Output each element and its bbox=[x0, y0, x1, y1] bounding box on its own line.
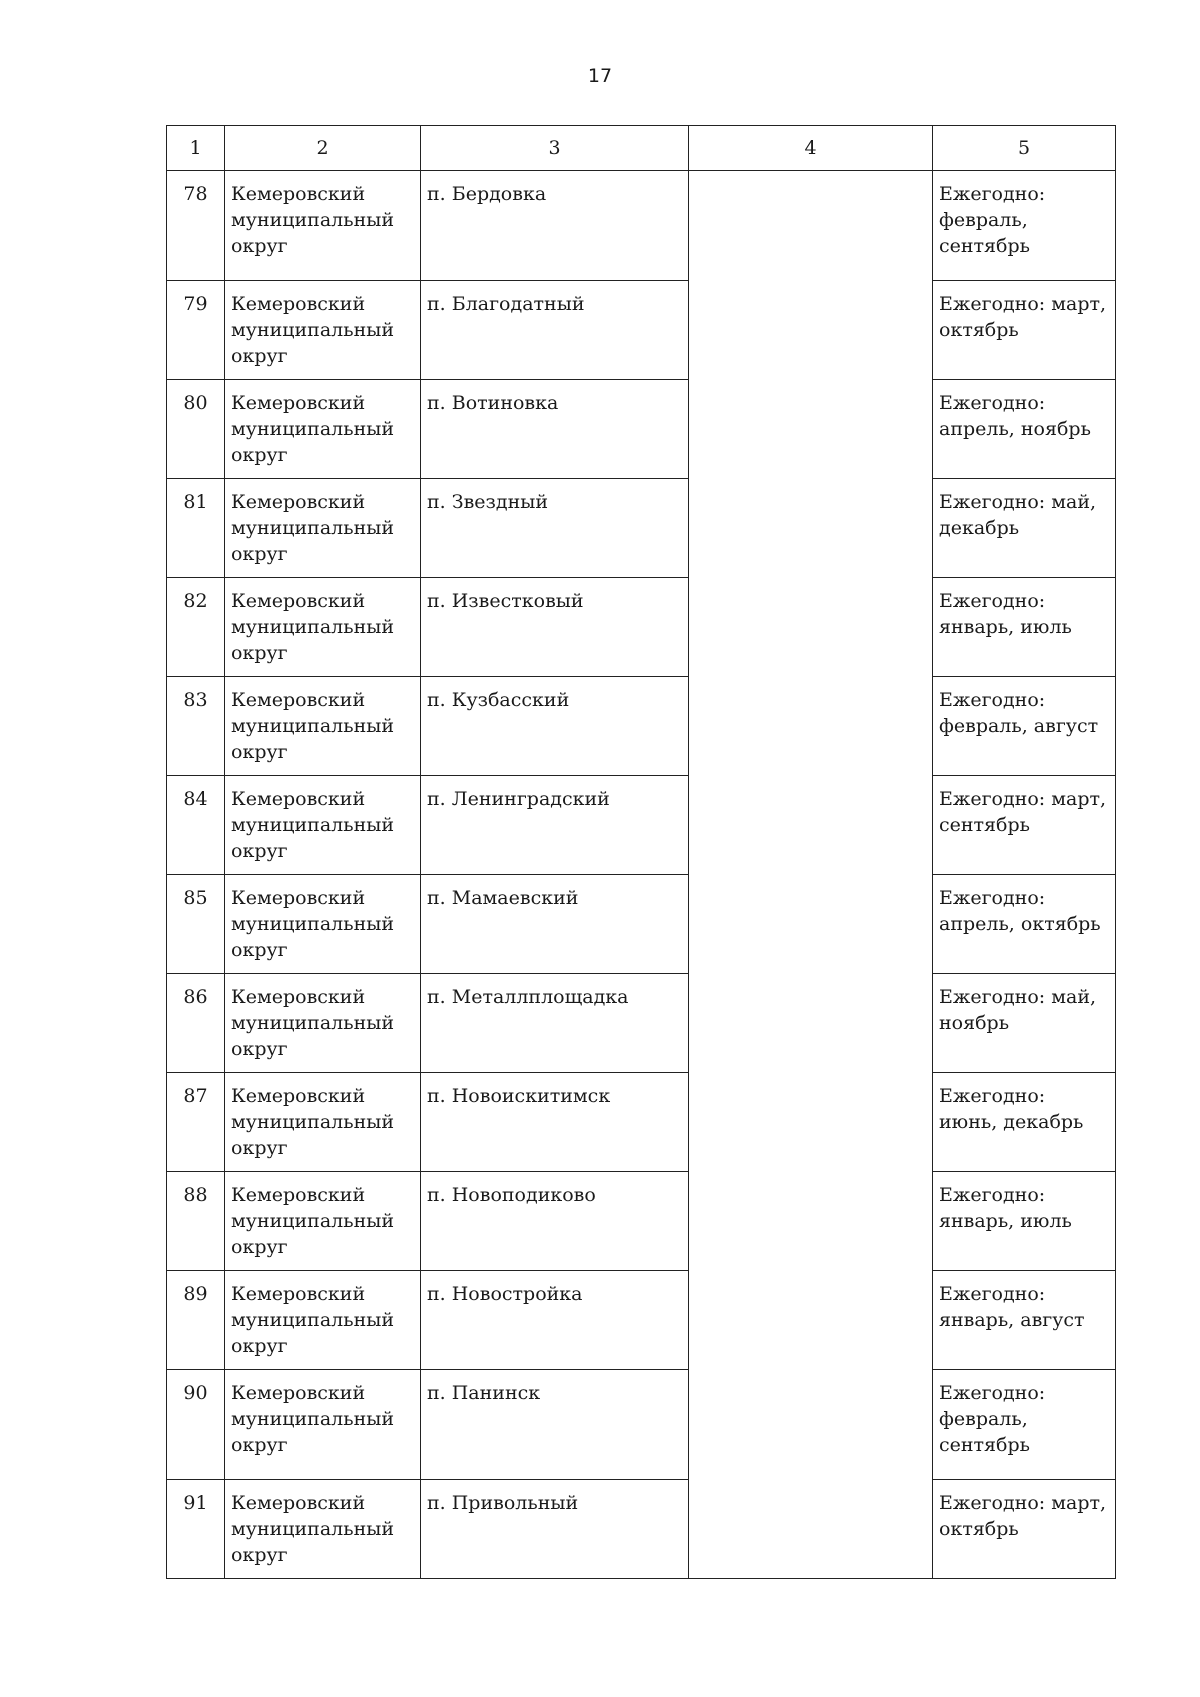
merged-column-4-cell bbox=[689, 171, 933, 1579]
table-row bbox=[167, 1172, 1116, 1271]
district-cell: Кемеровский муниципальный округ bbox=[225, 281, 421, 380]
district-cell: Кемеровский муниципальный округ bbox=[225, 1271, 421, 1370]
table-row bbox=[167, 1073, 1116, 1172]
settlement-cell: п. Ленинградский bbox=[421, 776, 689, 875]
district-cell: Кемеровский муниципальный округ bbox=[225, 1073, 421, 1172]
table-row bbox=[167, 1480, 1116, 1579]
period-cell: Ежегодно: март, сентябрь bbox=[933, 776, 1116, 875]
row-number-cell: 85 bbox=[167, 875, 225, 974]
header-row bbox=[167, 126, 1116, 171]
period-cell: Ежегодно: январь, июль bbox=[933, 578, 1116, 677]
period-cell: Ежегодно: апрель, ноябрь bbox=[933, 380, 1116, 479]
period-cell: Ежегодно: февраль, сентябрь bbox=[933, 171, 1116, 281]
table-row bbox=[167, 578, 1116, 677]
table-row bbox=[167, 171, 1116, 281]
period-cell: Ежегодно: март, октябрь bbox=[933, 1480, 1116, 1579]
row-number-cell: 87 bbox=[167, 1073, 225, 1172]
period-cell: Ежегодно: январь, август bbox=[933, 1271, 1116, 1370]
settlement-cell: п. Мамаевский bbox=[421, 875, 689, 974]
district-cell: Кемеровский муниципальный округ bbox=[225, 1370, 421, 1480]
settlement-cell: п. Металлплощадка bbox=[421, 974, 689, 1073]
table-row bbox=[167, 875, 1116, 974]
row-number-cell: 81 bbox=[167, 479, 225, 578]
district-cell: Кемеровский муниципальный округ bbox=[225, 578, 421, 677]
header-cell-col-3: 3 bbox=[421, 126, 689, 171]
district-cell: Кемеровский муниципальный округ bbox=[225, 875, 421, 974]
settlement-cell: п. Известковый bbox=[421, 578, 689, 677]
period-cell: Ежегодно: апрель, октябрь bbox=[933, 875, 1116, 974]
table-row bbox=[167, 1370, 1116, 1480]
district-cell: Кемеровский муниципальный округ bbox=[225, 1172, 421, 1271]
row-number-cell: 83 bbox=[167, 677, 225, 776]
settlement-cell: п. Новоподиково bbox=[421, 1172, 689, 1271]
district-cell: Кемеровский муниципальный округ bbox=[225, 479, 421, 578]
row-number-cell: 82 bbox=[167, 578, 225, 677]
period-cell: Ежегодно: февраль, сентябрь bbox=[933, 1370, 1116, 1480]
settlement-cell: п. Новоискитимск bbox=[421, 1073, 689, 1172]
district-cell: Кемеровский муниципальный округ bbox=[225, 1480, 421, 1579]
row-number-cell: 90 bbox=[167, 1370, 225, 1480]
table-row bbox=[167, 1271, 1116, 1370]
district-cell: Кемеровский муниципальный округ bbox=[225, 677, 421, 776]
row-number-cell: 80 bbox=[167, 380, 225, 479]
table-row bbox=[167, 479, 1116, 578]
settlement-cell: п. Привольный bbox=[421, 1480, 689, 1579]
period-cell: Ежегодно: июнь, декабрь bbox=[933, 1073, 1116, 1172]
settlement-cell: п. Вотиновка bbox=[421, 380, 689, 479]
settlement-cell: п. Бердовка bbox=[421, 171, 689, 281]
row-number-cell: 84 bbox=[167, 776, 225, 875]
page-number: 17 bbox=[587, 65, 613, 87]
table-body bbox=[167, 171, 1116, 1579]
row-number-cell: 88 bbox=[167, 1172, 225, 1271]
district-cell: Кемеровский муниципальный округ bbox=[225, 974, 421, 1073]
settlement-cell: п. Звездный bbox=[421, 479, 689, 578]
district-cell: Кемеровский муниципальный округ bbox=[225, 171, 421, 281]
district-cell: Кемеровский муниципальный округ bbox=[225, 380, 421, 479]
row-number-cell: 89 bbox=[167, 1271, 225, 1370]
settlement-cell: п. Благодатный bbox=[421, 281, 689, 380]
period-cell: Ежегодно: май, декабрь bbox=[933, 479, 1116, 578]
row-number-cell: 78 bbox=[167, 171, 225, 281]
settlement-cell: п. Новостройка bbox=[421, 1271, 689, 1370]
table-row bbox=[167, 281, 1116, 380]
district-cell: Кемеровский муниципальный округ bbox=[225, 776, 421, 875]
header-cell-col-5: 5 bbox=[933, 126, 1116, 171]
settlement-cell: п. Кузбасский bbox=[421, 677, 689, 776]
period-cell: Ежегодно: март, октябрь bbox=[933, 281, 1116, 380]
period-cell: Ежегодно: февраль, август bbox=[933, 677, 1116, 776]
row-number-cell: 86 bbox=[167, 974, 225, 1073]
table-row bbox=[167, 380, 1116, 479]
header-cell-col-4: 4 bbox=[689, 126, 933, 171]
settlement-cell: п. Панинск bbox=[421, 1370, 689, 1480]
table-row bbox=[167, 776, 1116, 875]
table-row bbox=[167, 974, 1116, 1073]
table-row bbox=[167, 677, 1116, 776]
row-number-cell: 91 bbox=[167, 1480, 225, 1579]
header-cell-col-1: 1 bbox=[167, 126, 225, 171]
period-cell: Ежегодно: май, ноябрь bbox=[933, 974, 1116, 1073]
row-number-cell: 79 bbox=[167, 281, 225, 380]
period-cell: Ежегодно: январь, июль bbox=[933, 1172, 1116, 1271]
schedule-table bbox=[166, 125, 1116, 1579]
header-cell-col-2: 2 bbox=[225, 126, 421, 171]
